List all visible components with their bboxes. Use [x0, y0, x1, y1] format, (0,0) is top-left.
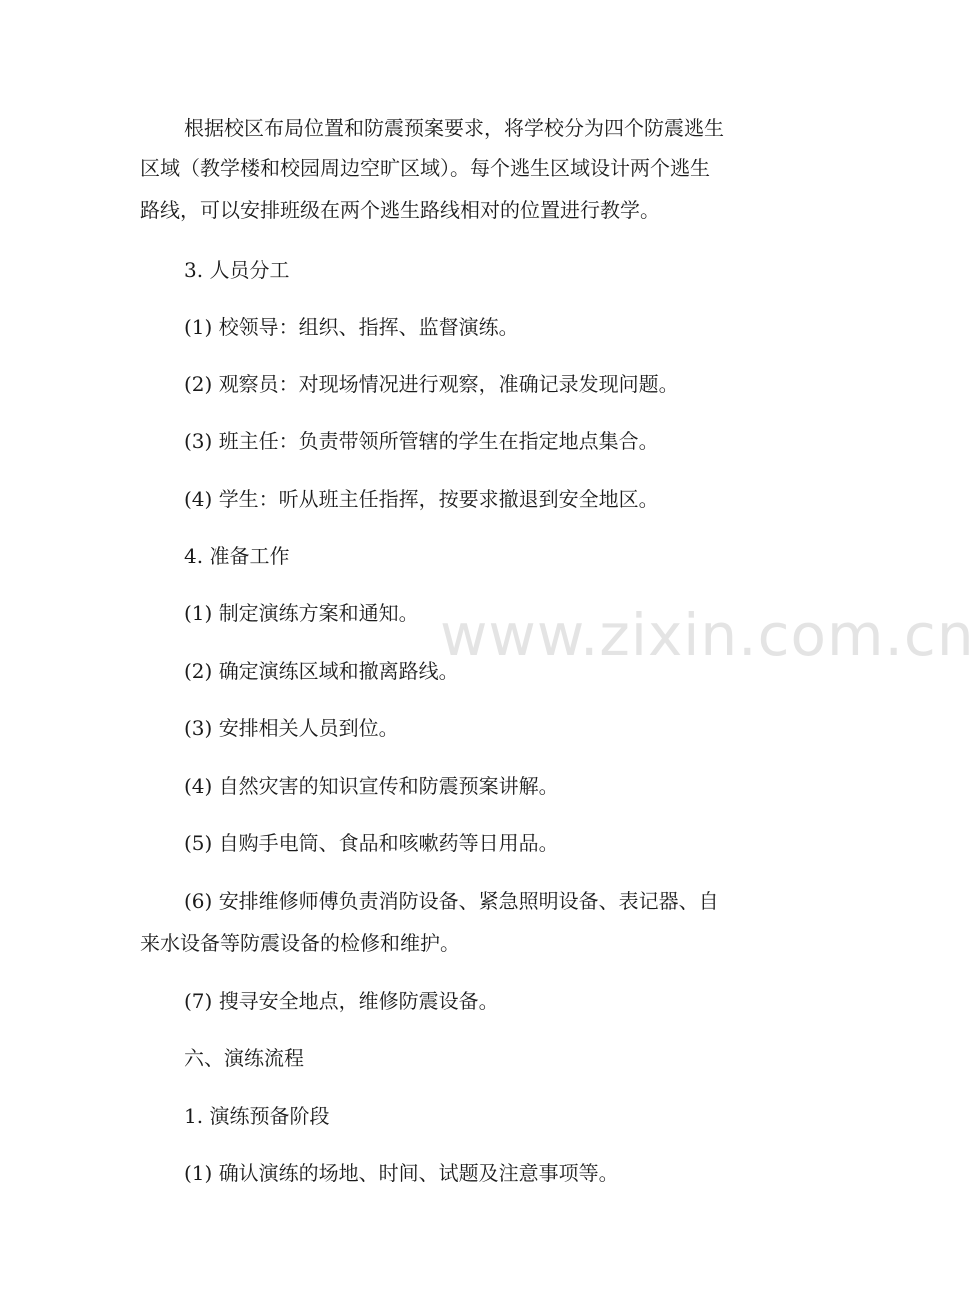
paragraph-line: 区域（教学楼和校园周边空旷区域）。每个逃生区域设计两个逃生: [140, 156, 710, 180]
list-item: (5) 自购手电筒、食品和咳嗽药等日用品。: [184, 831, 559, 855]
paragraph-line: 路线，可以安排班级在两个逃生路线相对的位置进行教学。: [140, 198, 660, 222]
chapter-heading: 六、演练流程: [184, 1046, 304, 1070]
list-item: (2) 观察员：对现场情况进行观察，准确记录发现问题。: [184, 372, 679, 396]
list-item: (3) 班主任：负责带领所管辖的学生在指定地点集合。: [184, 429, 659, 453]
section-heading: 1. 演练预备阶段: [184, 1104, 330, 1128]
list-item: (6) 安排维修师傅负责消防设备、紧急照明设备、表记器、自: [184, 889, 719, 913]
section-heading: 3. 人员分工: [184, 258, 290, 282]
list-item: (7) 搜寻安全地点，维修防震设备。: [184, 989, 499, 1013]
list-item: (1) 校领导：组织、指挥、监督演练。: [184, 315, 519, 339]
watermark: www.zixin.com.cn: [440, 601, 975, 669]
list-item: (2) 确定演练区域和撤离路线。: [184, 659, 459, 683]
list-item: (4) 自然灾害的知识宣传和防震预案讲解。: [184, 774, 559, 798]
list-item: (3) 安排相关人员到位。: [184, 716, 399, 740]
list-item-continuation: 来水设备等防震设备的检修和维护。: [140, 931, 460, 955]
list-item: (4) 学生：听从班主任指挥，按要求撤退到安全地区。: [184, 487, 659, 511]
paragraph-line: 根据校区布局位置和防震预案要求，将学校分为四个防震逃生: [184, 116, 724, 140]
list-item: (1) 制定演练方案和通知。: [184, 601, 419, 625]
list-item: (1) 确认演练的场地、时间、试题及注意事项等。: [184, 1161, 619, 1185]
section-heading: 4. 准备工作: [184, 544, 290, 568]
